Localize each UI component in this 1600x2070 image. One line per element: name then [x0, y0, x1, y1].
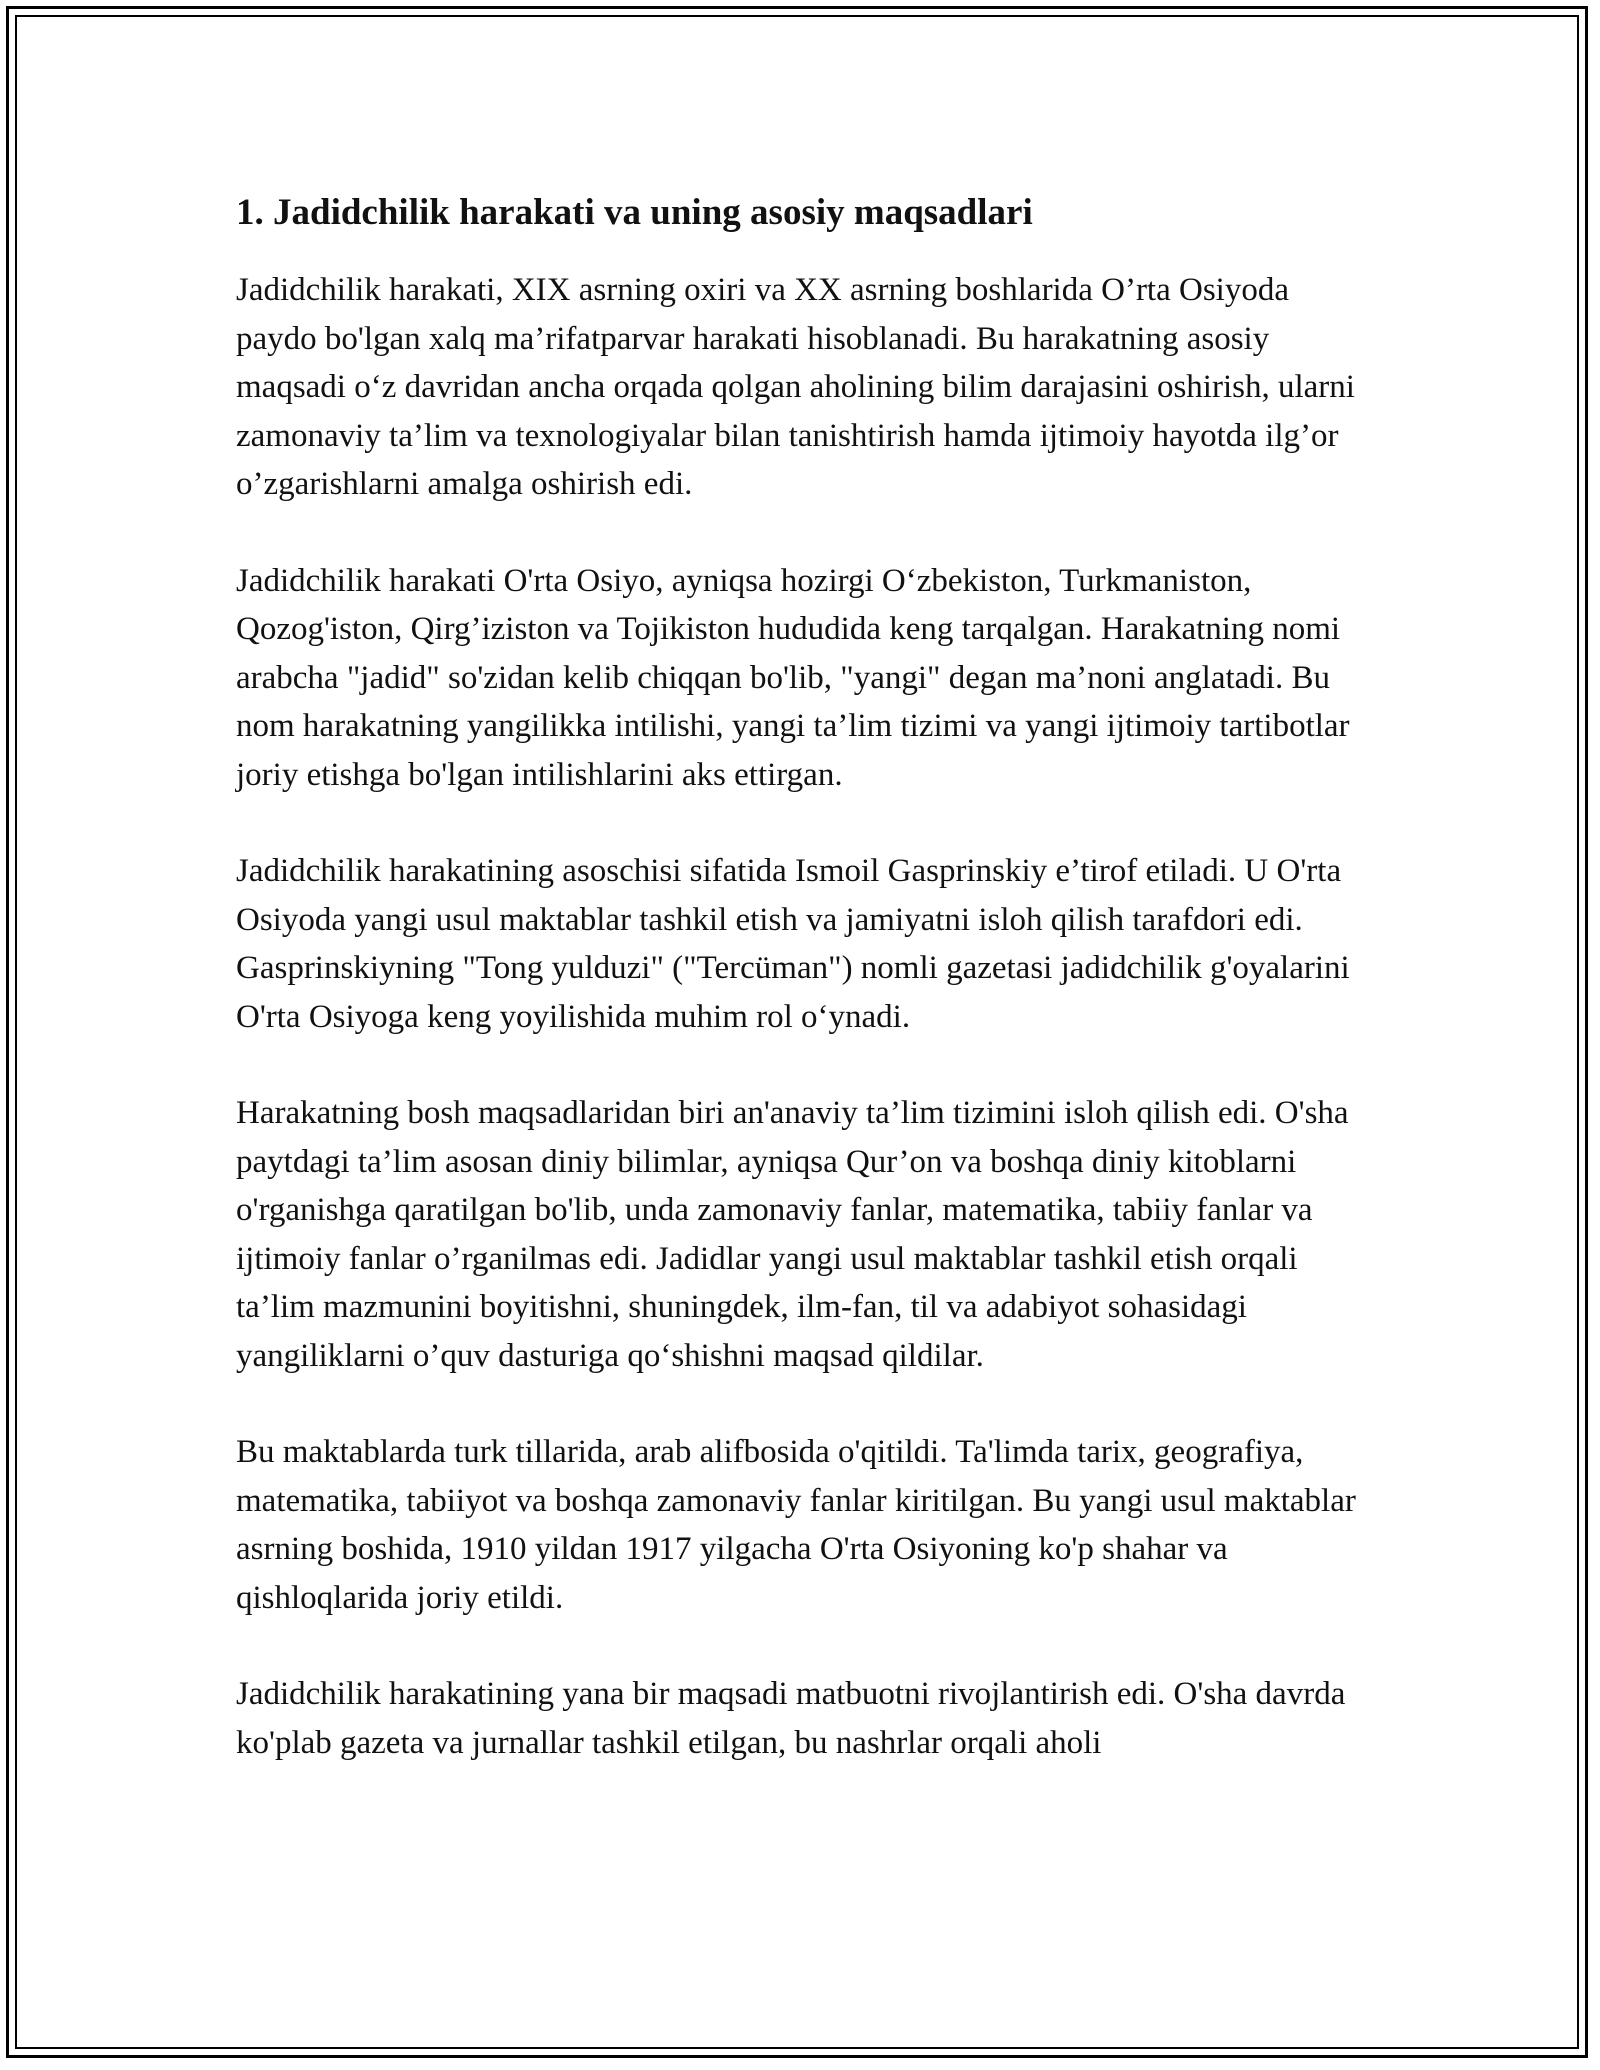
paragraph-6: Jadidchilik harakatining yana bir maqsadi matbuotni rivojlantirish edi. O'sha davrda ko'plab gazeta va jurnallar tashkil etilgan, bu nashrlar orqali aholi	[236, 1676, 1346, 1761]
document-body	[236, 188, 1376, 1767]
paragraph-4: Harakatning bosh maqsadlaridan biri an'anaviy ta’lim tizimini isloh qilish edi. O'sha paytdagi ta’lim asosan diniy bilimlar, ayniqsa Qur’on va boshqa diniy kitoblarni o'rganishga qaratilgan bo'lib, unda zamonaviy fanlar, matematika, tabiiy fanlar va ijtimoiy fanlar o’rganilmas edi. Jadidlar yangi usul maktablar tashkil etish orqali ta’lim mazmunini boyitishni, shuningdek, ilm-fan, til va adabiyot sohasidagi yangiliklarni o’quv dasturiga qo‘shishni maqsad qildilar.	[236, 1095, 1349, 1374]
paragraph-3: Jadidchilik harakatining asoschisi sifatida Ismoil Gasprinskiy e’tirof etiladi. U O'rta Osiyoda yangi usul maktablar tashkil etish va jamiyatni isloh qilish tarafdori edi. Gasprinskiyning "Tong yulduzi" ("Tercüman") nomli gazetasi jadidchilik g'oyalarini O'rta Osiyoga keng yoyilishida muhim rol o‘ynadi.	[236, 853, 1350, 1035]
paragraph-2: Jadidchilik harakati O'rta Osiyo, ayniqsa hozirgi O‘zbekiston, Turkmaniston, Qozog'iston, Qirg’iziston va Tojikiston hududida keng tarqalgan. Harakatning nomi arabcha "jadid" so'zidan kelib chiqqan bo'lib, "yangi" degan ma’noni anglatadi. Bu nom harakatning yangilikka intilishi, yangi ta’lim tizimi va yangi ijtimoiy tartibotlar joriy etishga bo'lgan intilishlarini aks ettirgan.	[236, 562, 1350, 793]
section-heading: 1. Jadidchilik harakati va uning asosiy maqsadlari	[236, 192, 1033, 233]
paragraph-1: Jadidchilik harakati, XIX asrning oxiri va XX asrning boshlarida O’rta Osiyoda paydo bo'lgan xalq ma’rifatparvar harakati hisoblanadi. Bu harakatning asosiy maqsadi o‘z davridan ancha orqada qolgan aholining bilim darajasini oshirish, ularni zamonaviy ta’lim va texnologiyalar bilan tanishtirish hamda ijtimoiy hayotda ilg’or o’zgarishlarni amalga oshirish edi.	[236, 272, 1355, 502]
paragraph-5: Bu maktablarda turk tillarida, arab alifbosida o'qitildi. Ta'limda tarix, geografiya, matematika, tabiiyot va boshqa zamonaviy fanlar kiritilgan. Bu yangi usul maktablar asrning boshida, 1910 yildan 1917 yilgacha O'rta Osiyoning ko'p shahar va qishloqlarida joriy etildi.	[236, 1434, 1356, 1616]
